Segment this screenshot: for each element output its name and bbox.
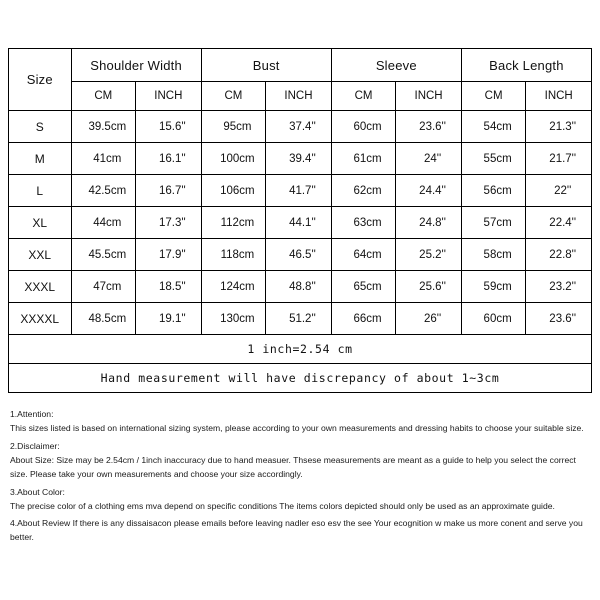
header-group-back-length: Back Length — [461, 49, 591, 82]
table-row — [9, 271, 592, 303]
cell-value: 57cm — [461, 207, 526, 239]
cell-value: 17.3'' — [136, 207, 202, 239]
cell-value: 59cm — [461, 271, 526, 303]
cell-value: 24.4'' — [396, 175, 462, 207]
cell-value: 22.4'' — [526, 207, 592, 239]
cell-value: 63cm — [331, 207, 396, 239]
table-footer-discrepancy-row — [9, 364, 592, 393]
cell-value: 118cm — [201, 239, 266, 271]
cell-value: 44.1'' — [266, 207, 332, 239]
table-row — [9, 143, 592, 175]
cell-value: 58cm — [461, 239, 526, 271]
note-body-about-color: The precise color of a clothing ems mva depend on specific conditions The items colors depicted should only be used as an approximate guide. — [10, 500, 555, 511]
row-size-label: M — [9, 143, 72, 175]
cell-value: 61cm — [331, 143, 396, 175]
cell-value: 21.7'' — [526, 143, 592, 175]
header-unit: CM — [201, 82, 266, 111]
cell-value: 23.6'' — [396, 111, 462, 143]
header-unit: INCH — [396, 82, 462, 111]
cell-value: 41.7'' — [266, 175, 332, 207]
cell-value: 130cm — [201, 303, 266, 335]
cell-value: 60cm — [331, 111, 396, 143]
row-size-label: XL — [9, 207, 72, 239]
table-row — [9, 111, 592, 143]
table-row — [9, 207, 592, 239]
cell-value: 55cm — [461, 143, 526, 175]
cell-value: 56cm — [461, 175, 526, 207]
note-body-about-review: 4.About Review If there is any dissaisacon please emails before leaving nadler eso esv the see Your ecognition w make us more conent and serve you better. — [10, 518, 583, 543]
note-heading-attention: 1.Attention: — [10, 409, 54, 419]
notes-section — [10, 408, 590, 549]
cell-value: 37.4'' — [266, 111, 332, 143]
row-size-label: L — [9, 175, 72, 207]
cell-value: 95cm — [201, 111, 266, 143]
cell-value: 23.6'' — [526, 303, 592, 335]
cell-value: 16.7'' — [136, 175, 202, 207]
cell-value: 66cm — [331, 303, 396, 335]
cell-value: 18.5'' — [136, 271, 202, 303]
cell-value: 48.8'' — [266, 271, 332, 303]
row-size-label: XXXXL — [9, 303, 72, 335]
cell-value: 124cm — [201, 271, 266, 303]
row-size-label: XXL — [9, 239, 72, 271]
cell-value: 106cm — [201, 175, 266, 207]
cell-value: 22'' — [526, 175, 592, 207]
header-unit: CM — [461, 82, 526, 111]
note-body-attention: This sizes listed is based on international sizing system, please according to your own measurements and dressing habits to choose your suitable size. — [10, 422, 584, 433]
table-row — [9, 175, 592, 207]
cell-value: 24'' — [396, 143, 462, 175]
cell-value: 22.8'' — [526, 239, 592, 271]
cell-value: 26'' — [396, 303, 462, 335]
cell-value: 44cm — [71, 207, 136, 239]
inch-conversion-note: 1 inch=2.54 cm — [9, 335, 592, 364]
cell-value: 19.1'' — [136, 303, 202, 335]
cell-value: 64cm — [331, 239, 396, 271]
header-unit: CM — [71, 82, 136, 111]
table-row — [9, 303, 592, 335]
header-unit: INCH — [526, 82, 592, 111]
table-header-row-units — [9, 82, 592, 111]
cell-value: 100cm — [201, 143, 266, 175]
cell-value: 24.8'' — [396, 207, 462, 239]
cell-value: 51.2'' — [266, 303, 332, 335]
size-table-container — [8, 48, 592, 393]
cell-value: 39.5cm — [71, 111, 136, 143]
table-row — [9, 239, 592, 271]
table-header-row-groups — [9, 49, 592, 82]
header-group-bust: Bust — [201, 49, 331, 82]
cell-value: 62cm — [331, 175, 396, 207]
cell-value: 25.6'' — [396, 271, 462, 303]
cell-value: 21.3'' — [526, 111, 592, 143]
cell-value: 112cm — [201, 207, 266, 239]
cell-value: 25.2'' — [396, 239, 462, 271]
header-group-shoulder-width: Shoulder Width — [71, 49, 201, 82]
note-body-disclaimer: About Size: Size may be 2.54cm / 1inch inaccuracy due to hand measuer. Thsese measurements are meant as a guide to help you select the correct size. Please take your own measurements and choose your size accordingly. — [10, 454, 576, 479]
size-table — [8, 48, 592, 393]
header-unit: INCH — [136, 82, 202, 111]
row-size-label: XXXL — [9, 271, 72, 303]
note-heading-about-color: 3.About Color: — [10, 486, 65, 497]
header-unit: CM — [331, 82, 396, 111]
cell-value: 41cm — [71, 143, 136, 175]
cell-value: 47cm — [71, 271, 136, 303]
table-footer-conversion-row — [9, 335, 592, 364]
header-size: Size — [9, 49, 72, 111]
header-group-sleeve: Sleeve — [331, 49, 461, 82]
measurement-discrepancy-note: Hand measurement will have discrepancy of about 1~3cm — [9, 364, 592, 393]
note-heading-disclaimer: 2.Disclaimer: — [10, 440, 60, 451]
cell-value: 45.5cm — [71, 239, 136, 271]
cell-value: 42.5cm — [71, 175, 136, 207]
cell-value: 48.5cm — [71, 303, 136, 335]
cell-value: 39.4'' — [266, 143, 332, 175]
cell-value: 23.2'' — [526, 271, 592, 303]
cell-value: 15.6'' — [136, 111, 202, 143]
cell-value: 46.5'' — [266, 239, 332, 271]
cell-value: 16.1'' — [136, 143, 202, 175]
cell-value: 60cm — [461, 303, 526, 335]
row-size-label: S — [9, 111, 72, 143]
cell-value: 54cm — [461, 111, 526, 143]
header-unit: INCH — [266, 82, 332, 111]
cell-value: 17.9'' — [136, 239, 202, 271]
cell-value: 65cm — [331, 271, 396, 303]
